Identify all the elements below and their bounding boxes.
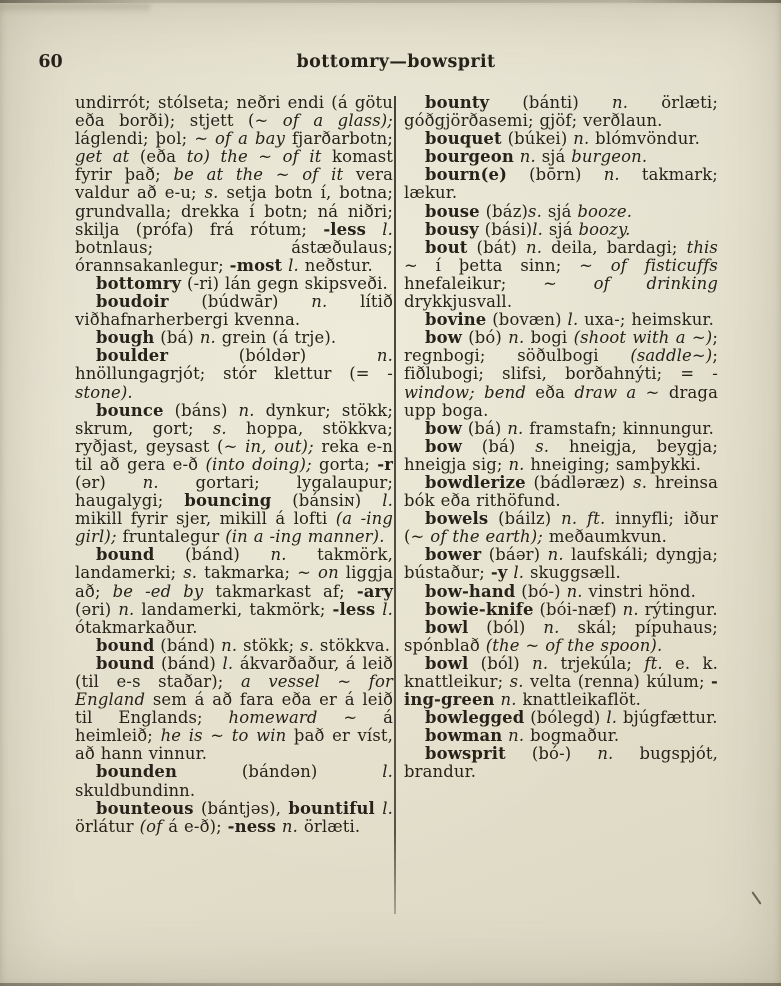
dictionary-entry: bouquet (búkei) n. blómvöndur.	[425, 129, 700, 149]
dictionary-entry: bounden (bándən) l. skuldbundinn.	[75, 762, 393, 800]
dictionary-entry: bout (bát) n. deila, bardagi; this ~ í þetta sinn; ~ of fisticuffs hnefaleikur; ~ of drinking drykkjusvall.	[404, 237, 718, 312]
scan-smudge	[0, 4, 150, 14]
dictionary-entry: bourgeon n. sjá burgeon.	[425, 147, 648, 167]
dictionary-entry: bound (bánd) n. stökk; s. stökkva.	[96, 635, 391, 655]
dictionary-entry: bowman n. bogmaður.	[425, 726, 620, 746]
column-divider-rule	[394, 96, 396, 914]
dictionary-entry: bourn(e) (bōrn) n. takmark; lækur.	[404, 165, 718, 203]
dictionary-entry: bousy (bási)l. sjá boozy.	[425, 219, 631, 239]
dictionary-entry: boulder (bóldər) n. hnöllungagrjót; stór klettur (= -stone).	[75, 346, 393, 402]
left-column	[75, 94, 393, 836]
page-number-value: 60	[38, 52, 63, 72]
dictionary-entry: bower (báər) n. laufskáli; dyngja; bústaður; -y l. skuggsæll.	[404, 545, 718, 583]
dictionary-entry: bound (bánd) n. takmörk, landamerki; s. takmarka; ~ on liggja að; be -ed by takmarkast af; -ary (əri) n. landamerki, takmörk; -less l. ótakmarkaður.	[75, 545, 393, 637]
dictionary-entry: bowels (báilz) n. ft. innyfli; iður (~ of the earth); meðaumkvun.	[404, 509, 718, 547]
dictionary-entry: bowsprit (bó-) n. bugspjót, brandur.	[404, 744, 718, 782]
stray-ink-mark	[751, 891, 761, 904]
dictionary-entry: boudoir (búdwār) n. lítið viðhafnarherbergi kvenna.	[75, 292, 394, 330]
header-title: bottomry—bowsprit	[296, 52, 496, 72]
dictionary-entry: bowl (ból) n. skál; pípuhaus; spónblað (the ~ of the spoon).	[404, 617, 718, 655]
right-column	[404, 94, 718, 782]
page-number	[13, 52, 88, 72]
dictionary-entry: bow (bá) n. framstafn; kinnungur.	[425, 418, 714, 438]
dictionary-entry: bovine (bovæn) l. uxa-; heimskur.	[425, 310, 714, 330]
running-head	[75, 52, 717, 76]
dictionary-entry: bowdlerize (bádləræz) s. hreinsa bók eða rithöfund.	[404, 472, 719, 511]
dictionary-entry: bounty (bánti) n. örlæti; góðgjörðasemi; gjöf; verðlaun.	[404, 93, 718, 131]
dictionary-entry: undirrót; stólseta; neðri endi (á götu eða borði); stjett (~ of a glass); láglendi; þol; ~ of a bay fjarðarbotn; get at (eða to) the ~ of it komast fyrir það; be at the ~ of it vera valdur að e-u; s. setja botn í, botna; grundvalla; drekka í botn; ná niðri; skilja (prófa) frá rótum; -less l. botnlaus; ástæðulaus; órannsakanlegur; -most l. neðstur.	[75, 93, 394, 275]
dictionary-entry: bowl (ból) n. trjekúla; ft. e. k. knattleikur; s. velta (renna) kúlum; -ing-green n. knattleikaflöt.	[404, 653, 718, 710]
page-edge-top	[0, 0, 781, 3]
dictionary-entry: bow (bó) n. bogi (shoot with a ~); regnbogi; söðulbogi (saddle~); fiðlubogi; slifsi, borðahnýti; = -window; bend eða draw a ~ draga upp boga.	[404, 328, 718, 420]
dictionary-entry: bowie-knife (bói-næf) n. rýtingur.	[425, 599, 718, 619]
dictionary-entry: bottomry (-ri) lán gegn skipsveði.	[96, 273, 388, 293]
dictionary-entry: bow-hand (bó-) n. vinstri hönd.	[425, 581, 697, 601]
dictionary-entry: bound (bánd) l. ákvarðaður, á leið (til e-s staðar); a vessel ~ for England sem á að fara eða er á leið til Englands; homeward ~ á heimleið; he is ~ to win það er víst, að hann vinnur.	[75, 653, 393, 764]
dictionary-entry: bounteous (bántjəs), bountiful l. örlátur (of á e-ð); -ness n. örlæti.	[75, 798, 393, 836]
dictionary-entry: bounce (báns) n. dynkur; stökk; skrum, gort; s. hoppa, stökkva; ryðjast, geysast (~ in, out); reka e-n til að gera e-ð (into doing); gorta; -r (ər) n. gortari; lygalaupur; haugalygi; bouncing (bánsiɴ) l. mikill fyrir sjer, mikill á lofti (a -ing girl); fruntalegur (in a -ing manner).	[75, 400, 394, 547]
dictionary-entry: bough (bá) n. grein (á trje).	[96, 328, 337, 348]
dictionary-entry: bouse (báz)s. sjá booze.	[425, 201, 633, 221]
dictionary-entry: bowlegged (bólegd) l. bjúgfættur.	[425, 708, 718, 728]
dictionary-entry: bow (bá) s. hneigja, beygja; hneigja sig; n. hneiging; samþykki.	[404, 436, 718, 474]
